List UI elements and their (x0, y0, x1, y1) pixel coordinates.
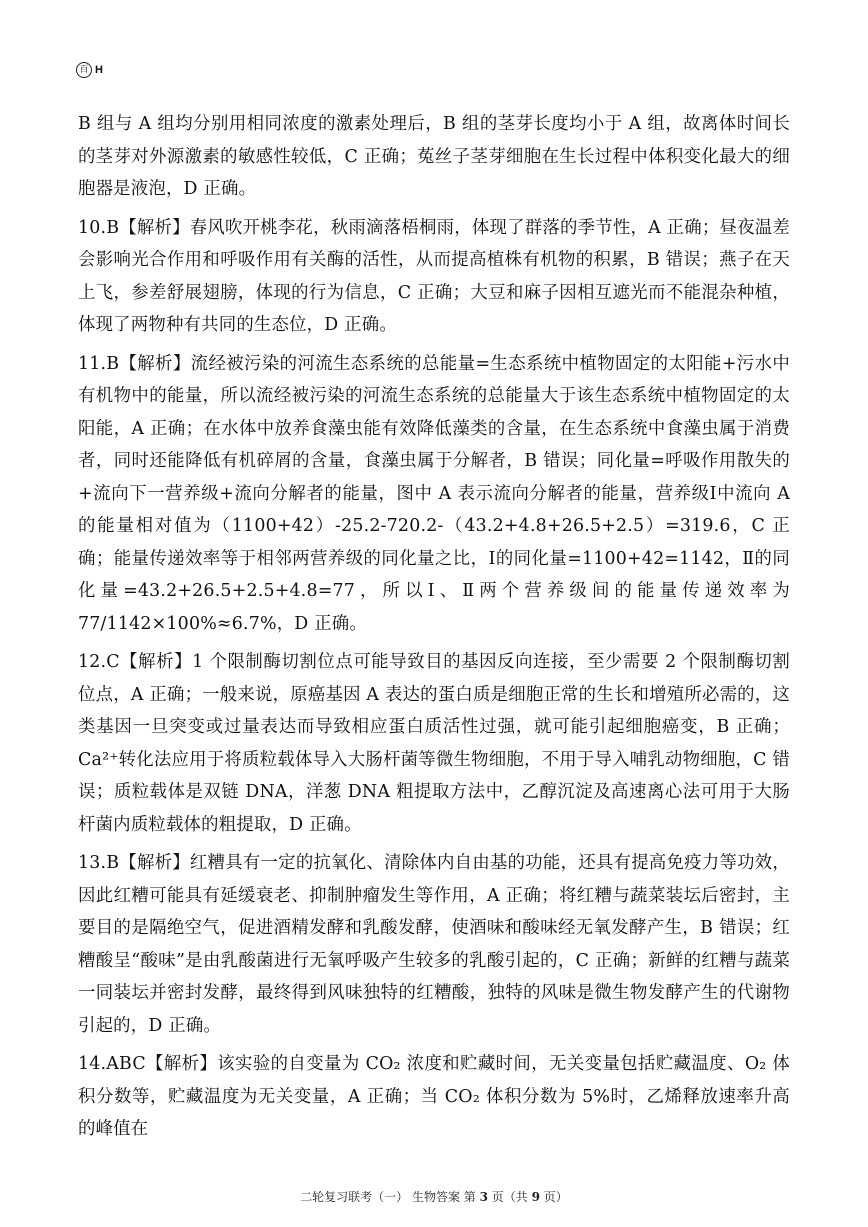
paragraph-answer-11: 11.B【解析】流经被污染的河流生态系统的总能量=生态系统中植物固定的太阳能+污水中有机物中的能量，所以流经被污染的河流生态系统的总能量大于该生态系统中植物固定的太阳能，A 正确；在水体中放养食藻虫能有效降低藻类的含量，在生态系统中食藻虫属于消费者，同时还能降低有机碎屑的含量，食藻虫属于分解者，B 错误；同化量=呼吸作用散失的+流向下一营养级+流向分解者的能量，图中 A 表示流向分解者的能量，营养级Ⅰ中流向 A 的能量相对值为（1100+42）-25.2-720.2-（43.2+4.8+26.5+2.5）=319.6，C 正确；能量传递效率等于相邻两营养级的同化量之比，Ⅰ的同化量=1100+42=1142，Ⅱ的同化量=43.2+26.5+2.5+4.8=77，所以Ⅰ、Ⅱ两个营养级间的能量传递效率为 77/1142×100%≈6.7%，D 正确。 (78, 353, 790, 634)
footer-prefix: 二轮复习联考（一） 生物答案 第 (300, 1190, 480, 1204)
paragraph-answer-12: 12.C【解析】1 个限制酶切割位点可能导致目的基因反向连接，至少需要 2 个限制酶切割位点，A 正确；一般来说，原癌基因 A 表达的蛋白质是细胞正常的生长和增殖所必需的，这类基因一旦突变或过量表达而导致相应蛋白质活性过强，就可能引起细胞癌变，B 正确；Ca²⁺转化法应用于将质粒载体导入大肠杆菌等微生物细胞，不用于导入哺乳动物细胞，C 错误；质粒载体是双链 DNA，洋葱 DNA 粗提取方法中，乙醇沉淀及高速离心法可用于大肠杆菌内质粒载体的粗提取，D 正确。 (78, 652, 790, 835)
paragraph-answer-10: 10.B【解析】春风吹开桃李花，秋雨滴落梧桐雨，体现了群落的季节性，A 正确；昼夜温差会影响光合作用和呼吸作用有关酶的活性，从而提高植株有机物的积累，B 错误；燕子在天上飞，参差舒展翅膀，体现的行为信息，C 正确；大豆和麻子因相互遮光而不能混杂种植，体现了两物种有共同的生态位，D 正确。 (78, 217, 790, 335)
footer-page-number: 3 (479, 1190, 488, 1204)
footer-total-pages: 9 (531, 1190, 540, 1204)
paragraph-answer-14: 14.ABC【解析】该实验的自变量为 CO₂ 浓度和贮藏时间，无关变量包括贮藏温度、O₂ 体积分数等，贮藏温度为无关变量，A 正确；当 CO₂ 体积分数为 5%时，乙烯释放速率升高的峰值在 (78, 1054, 790, 1139)
page-footer (0, 1189, 868, 1205)
logo-letter: H (95, 64, 103, 76)
publisher-logo (76, 62, 103, 78)
paragraph-answer-13: 13.B【解析】红糟具有一定的抗氧化、清除体内自由基的功能，还具有提高免疫力等功效，因此红糟可能具有延缓衰老、抑制肿瘤发生等作用，A 正确；将红糟与蔬菜装坛后密封，主要目的是隔绝空气，促进酒精发酵和乳酸发酵，使酒味和酸味经无氧发酵产生，B 错误；红糟酸呈“酸味”是由乳酸菌进行无氧呼吸产生较多的乳酸引起的，C 正确；新鲜的红糟与蔬菜一同装坛并密封发酵，最终得到风味独特的红糟酸，独特的风味是微生物发酵产生的代谢物引起的，D 正确。 (78, 853, 790, 1036)
logo-mark-icon: 百 (76, 62, 92, 78)
document-body (78, 108, 790, 1152)
paragraph-9-continued: B 组与 A 组均分别用相同浓度的激素处理后，B 组的茎芽长度均小于 A 组，故离体时间长的茎芽对外源激素的敏感性较低，C 正确；菟丝子茎芽细胞在生长过程中体积变化最大的细胞器是液泡，D 正确。 (78, 114, 790, 199)
footer-middle: 页（共 (487, 1190, 532, 1204)
footer-suffix: 页） (539, 1190, 568, 1204)
